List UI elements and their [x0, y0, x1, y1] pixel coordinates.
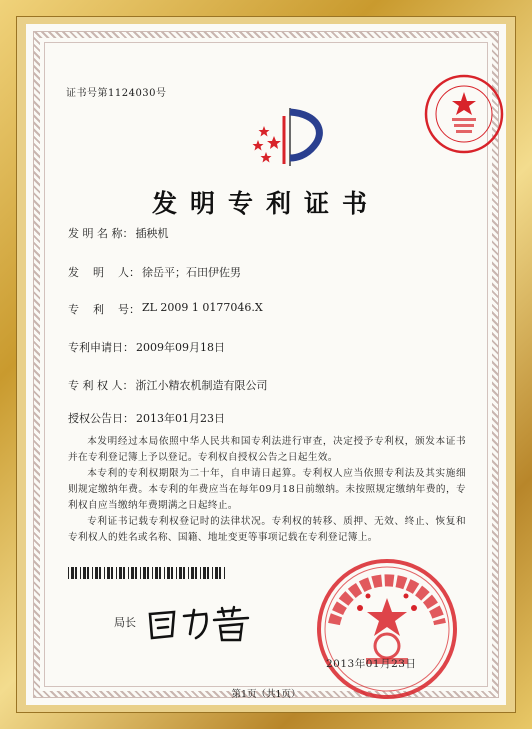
field-label: 授权公告日：: [68, 412, 134, 425]
barcode: [68, 567, 226, 579]
barcode-bar: [183, 567, 185, 579]
paragraph-grant: 本发明经过本局依照中华人民共和国专利法进行审查，决定授予专利权，颁发本证书并在专利登记簿上予以登记。专利权自授权公告之日起生效。: [68, 436, 466, 463]
barcode-bar: [152, 567, 153, 579]
director-label: 局长: [114, 616, 136, 629]
barcode-bar: [140, 567, 141, 579]
barcode-bar: [111, 567, 113, 579]
barcode-bar: [203, 567, 206, 579]
barcode-bar: [104, 567, 105, 579]
barcode-bar: [131, 567, 134, 579]
barcode-bar: [167, 567, 170, 579]
barcode-bar: [123, 567, 125, 579]
field-value: 2013年01月23日: [136, 412, 225, 425]
barcode-bar: [119, 567, 122, 579]
barcode-bar: [143, 567, 146, 579]
barcode-bar: [200, 567, 201, 579]
national-ip-office-seal-icon: [312, 554, 462, 704]
barcode-bar: [80, 567, 81, 579]
barcode-bar: [195, 567, 197, 579]
field-value: 2009年09月18日: [136, 341, 225, 354]
barcode-bar: [68, 567, 69, 579]
barcode-bar: [147, 567, 149, 579]
barcode-bar: [116, 567, 117, 579]
field-label: 专 利 权 人：: [68, 379, 134, 392]
patent-office-emblem-icon: [240, 102, 332, 172]
field-label: 发 明 名 称：: [68, 227, 134, 240]
certificate-title: 发明专利证书: [151, 189, 380, 218]
certificate-body: [68, 434, 466, 546]
barcode-bar: [128, 567, 129, 579]
director-signature: [144, 604, 264, 644]
field-value: ZL 2009 1 0177046.X: [141, 301, 263, 314]
barcode-bar: [176, 567, 177, 579]
barcode-bar: [171, 567, 173, 579]
barcode-bar: [191, 567, 194, 579]
seal-date: 2013年01月23日: [326, 658, 417, 670]
barcode-bar: [215, 567, 218, 579]
field-value: 徐岳平；石田伊佐男: [141, 266, 241, 279]
barcode-bar: [207, 567, 209, 579]
field-application-date: [68, 339, 225, 355]
barcode-bar: [87, 567, 89, 579]
barcode-bar: [155, 567, 158, 579]
page-number: 第1页（共1页）: [231, 689, 301, 700]
barcode-bar: [135, 567, 137, 579]
certificate-paper: [26, 24, 506, 705]
barcode-bar: [107, 567, 110, 579]
barcode-bar: [92, 567, 93, 579]
field-grant-date: [68, 410, 225, 426]
field-patent-number: [68, 301, 263, 317]
barcode-bar: [83, 567, 86, 579]
barcode-bar: [159, 567, 161, 579]
barcode-bar: [95, 567, 98, 579]
field-label: 发 明 人：: [68, 266, 140, 279]
barcode-bar: [219, 567, 221, 579]
examiner-seal-icon: [422, 72, 506, 156]
certificate-number: 证书号第1124030号: [66, 88, 167, 99]
field-label: 专 利 号：: [68, 303, 140, 316]
barcode-bar: [212, 567, 213, 579]
paragraph-term: 本专利的专利权期限为二十年，自申请日起算。专利权人应当依照专利法及其实施细则规定缴纳年费。本专利的年费应当在每年09月18日前缴纳。未按照规定缴纳年费的，专利权自应当缴纳年费期满之日起终止。: [68, 468, 466, 511]
barcode-bar: [75, 567, 77, 579]
barcode-bar: [224, 567, 225, 579]
field-value: 插秧机: [135, 227, 169, 240]
field-value: 浙江小精农机制造有限公司: [135, 379, 268, 392]
barcode-bar: [179, 567, 182, 579]
barcode-bar: [188, 567, 189, 579]
paragraph-legal-status: 专利证书记载专利权登记时的法律状况。专利权的转移、质押、无效、终止、恢复和专利权人的姓名或名称、国籍、地址变更等事项记载在专利登记簿上。: [68, 516, 466, 543]
field-label: 专利申请日：: [68, 341, 134, 354]
barcode-bar: [71, 567, 74, 579]
barcode-bar: [164, 567, 165, 579]
field-patentee: [68, 377, 268, 393]
field-invention-name: [68, 225, 169, 241]
field-inventor: [68, 264, 241, 280]
barcode-bar: [99, 567, 101, 579]
